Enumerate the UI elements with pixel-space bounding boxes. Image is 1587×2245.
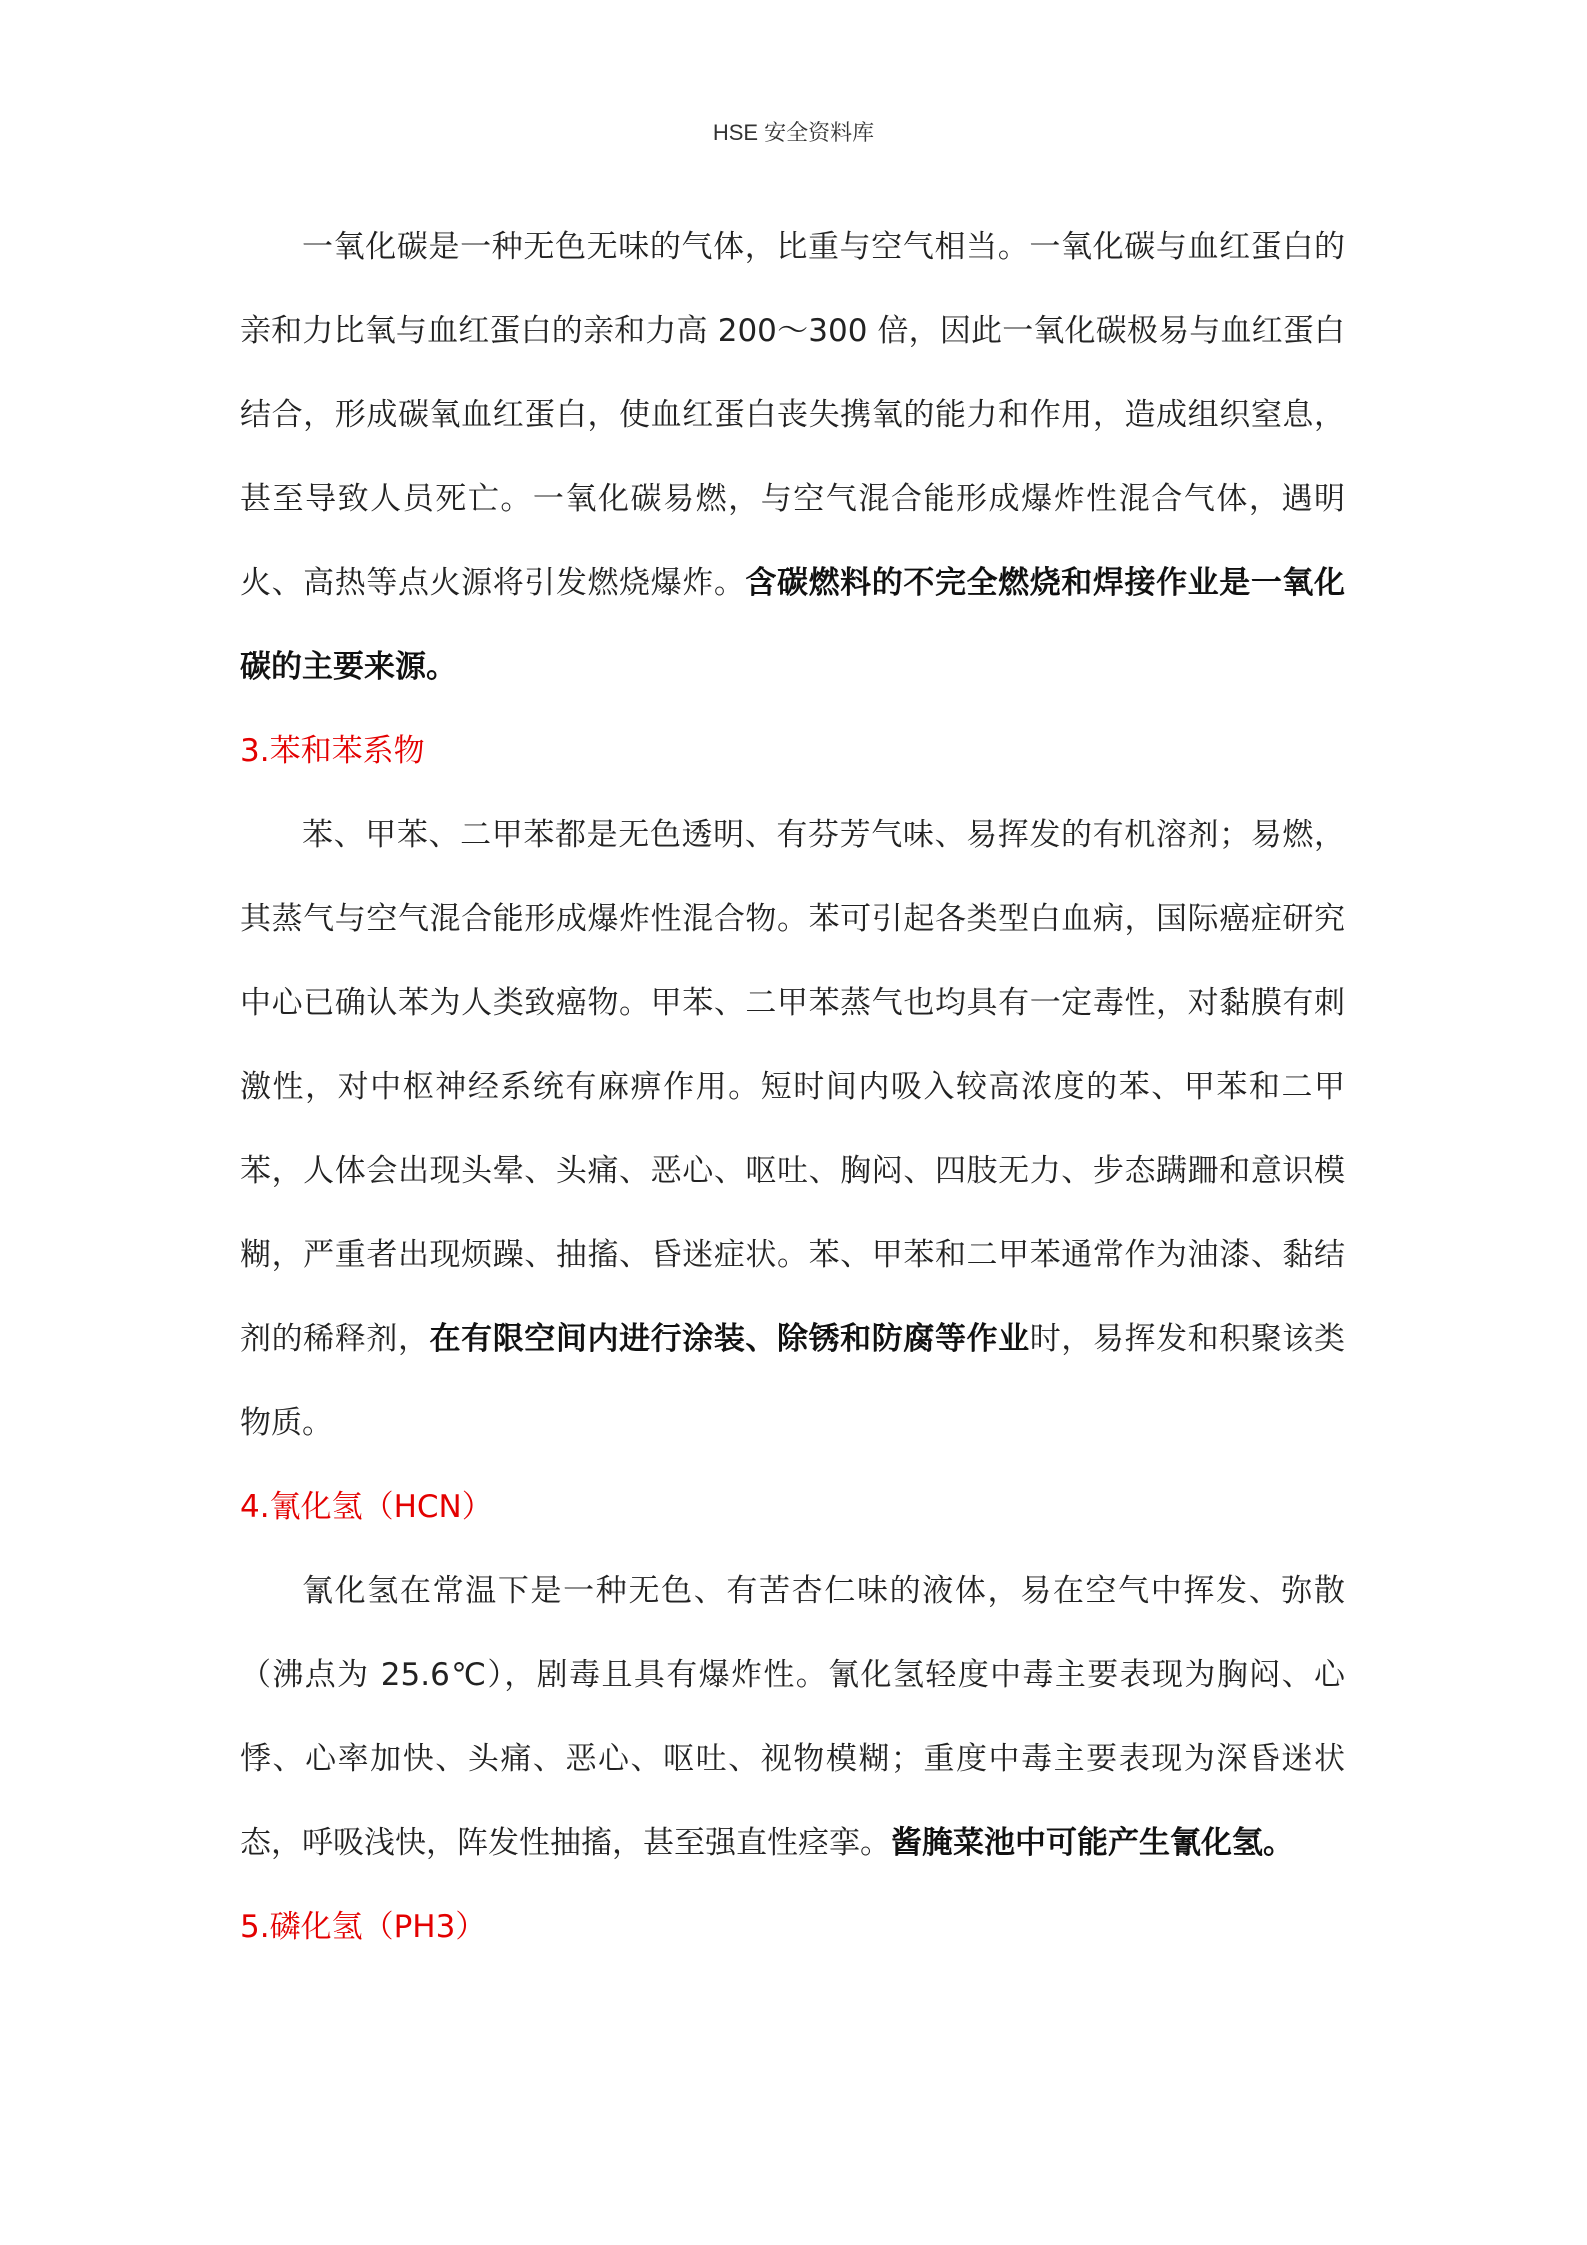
co-paragraph (240, 205, 1345, 709)
benzene-paragraph-tail: 时，易挥发和积聚该类物质。 (240, 1321, 1346, 1441)
page-header: HSE 安全资料库 (712, 120, 875, 145)
benzene-paragraph (240, 793, 1345, 1465)
section-heading-hcn: 4.氰化氢（HCN） (240, 1489, 493, 1525)
hcn-paragraph-emphasis: 酱腌菜池中可能产生氰化氢。 (891, 1825, 1294, 1861)
section-heading-benzene: 3.苯和苯系物 (240, 733, 425, 769)
benzene-paragraph-emphasis: 在有限空间内进行涂装、除锈和防腐等作业 (429, 1321, 1030, 1357)
co-paragraph-emphasis: 含碳燃料的不完全燃烧和焊接作业是一氧化碳的主要来源。 (240, 565, 1346, 685)
hcn-paragraph (240, 1549, 1345, 1885)
hcn-paragraph-text: 氰化氢在常温下是一种无色、有苦杏仁味的液体，易在空气中挥发、弥散（沸点为 25.6℃），剧毒且具有爆炸性。氰化氢轻度中毒主要表现为胸闷、心悸、心率加快、头痛、恶心、呕吐、视物模糊；重度中毒主要表现为深昏迷状态，呼吸浅快，阵发性抽搐，甚至强直性痉挛。 (240, 1573, 1345, 1861)
benzene-paragraph-text: 苯、甲苯、二甲苯都是无色透明、有芬芳气味、易挥发的有机溶剂；易燃，其蒸气与空气混合能形成爆炸性混合物。苯可引起各类型白血病，国际癌症研究中心已确认苯为人类致癌物。甲苯、二甲苯蒸气也均具有一定毒性，对黏膜有刺激性，对中枢神经系统有麻痹作用。短时间内吸入较高浓度的苯、甲苯和二甲苯，人体会出现头晕、头痛、恶心、呕吐、胸闷、四肢无力、步态蹒跚和意识模糊，严重者出现烦躁、抽搐、昏迷症状。苯、甲苯和二甲苯通常作为油漆、黏结剂的稀释剂， (240, 817, 1345, 1357)
document-body (240, 205, 1345, 1969)
co-paragraph-text: 一氧化碳是一种无色无味的气体，比重与空气相当。一氧化碳与血红蛋白的亲和力比氧与血红蛋白的亲和力高 200～300 倍，因此一氧化碳极易与血红蛋白结合，形成碳氧血红蛋白，使血红蛋白丧失携氧的能力和作用，造成组织窒息，甚至导致人员死亡。一氧化碳易燃，与空气混合能形成爆炸性混合气体，遇明火、高热等点火源将引发燃烧爆炸。 (240, 229, 1345, 601)
section-heading-ph3: 5.磷化氢（PH3） (240, 1909, 487, 1945)
